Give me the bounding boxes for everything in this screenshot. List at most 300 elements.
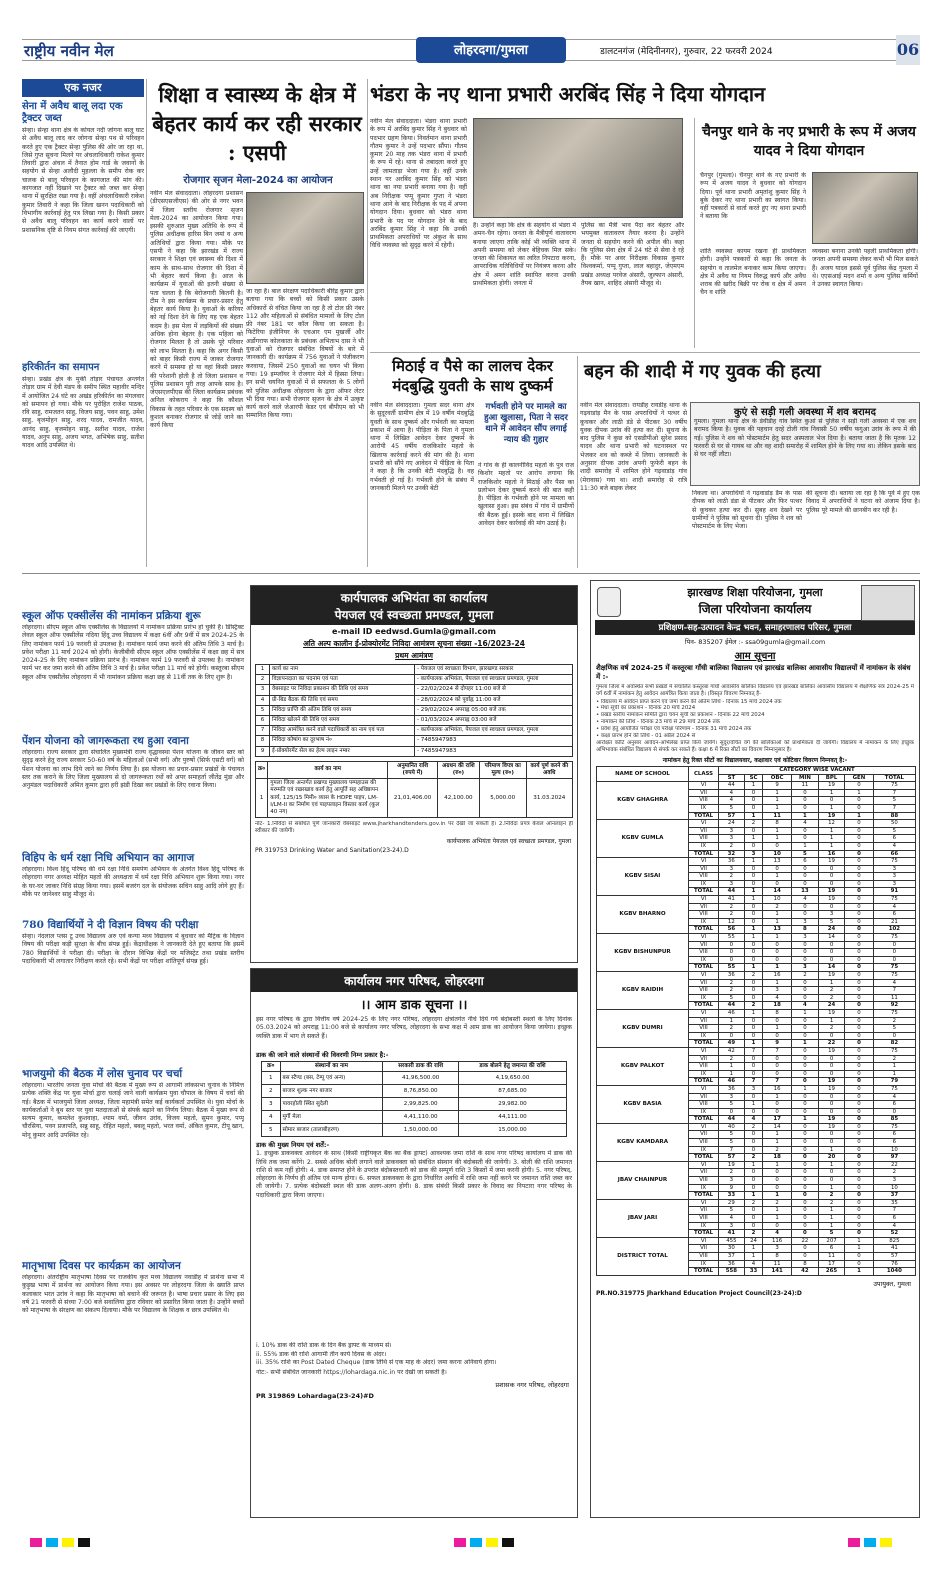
tender-detail-row <box>256 716 573 726</box>
kgbv-cell: 0 <box>845 956 874 964</box>
kgbv-cell: 4 <box>873 1222 915 1230</box>
kgbv-cell: 36 <box>719 1085 745 1093</box>
kgbv-cell: 0 <box>744 994 763 1002</box>
kgbv-cell: TOTAL <box>689 888 719 896</box>
kgbv-cell: 0 <box>791 956 818 964</box>
kgbv-cell: IX <box>689 1184 719 1192</box>
tender-email: e-mail ID eedwsd.Gumla@gmail.com <box>332 627 496 636</box>
kgbv-cell: 17 <box>818 1260 844 1268</box>
kgbv-cell: 0 <box>763 941 792 949</box>
kgbv-cell: 0 <box>845 1199 874 1207</box>
kgbv-cell: 0 <box>791 1025 818 1033</box>
kgbv-cell: 0 <box>791 1078 818 1086</box>
kgbv-cell: 0 <box>845 979 874 987</box>
kgbv-cell: VI <box>689 1199 719 1207</box>
kgbv-cell: 0 <box>845 880 874 888</box>
kgbv-cell: 11 <box>873 994 915 1002</box>
vihip-body: लोहरदगा। विश्व हिंदू परिषद की धर्म रक्षा निधि समर्पण अभियान के अंतर्गत विश्व हिंदू परिषद के लोहरदगा नगर अध्यक्ष मोहित महतो की अध्यक्षता में धर्म रक्षा निधि अभियान शुरू किया गया। नगर के घर-घर जाकर निधि संग्रह किया गया। इसमें बजरंग दल के संयोजक सचिन साहु आदि लोगे हुए हैं। मौके पर जानेश्वर साहु मौजूद थे। <box>22 866 244 898</box>
bjym-body: लोहरदगा। भारतीय जनता युवा मोर्चा की बैठक में मुख्य रूप से आगामी लोकसभा चुनाव के निमित्त प्रत्येक शक्ति केंद्र पर युवा मोर्चा द्वारा चलाई जाने वाली कार्यक्रम युवा चौपाल के विषय में चर्चा की गई। बैठक में भाजयुमो जिला अध्यक्ष, जिला महामंत्री समेत कई कार्यकर्ता उपस्थित थे। युवा मोर्चा के कार्यकर्ताओं ने बूथ स्तर पर युवा मतदाताओं से संपर्क बढ़ाने का निर्णय लिया। बैठक में मुख्य रूप से सत्यम कुमार, कमलेश कुशवाहा, श्याम वर्मा, जीवन उरांव, विजय महतो, सुमन कुमार, पप्पू चौरसिया, पवन प्रजापति, सन्नु साहू, रोहित महतो, बबलू महतो, भरत वर्मा, अंकित कुमार, टीपू खान, मोनू कुमार आदि उपस्थित रहे। <box>22 1082 244 1139</box>
kgbv-cell: 36 <box>719 858 745 866</box>
kgbv-cell: 0 <box>818 880 844 888</box>
kgbv-cell: 1 <box>719 1017 745 1025</box>
kgbv-cell: 12 <box>818 820 844 828</box>
kgbv-cell: TOTAL <box>689 964 719 972</box>
kgbv-cell: 6 <box>873 1139 915 1147</box>
kgbv-cell: 2 <box>744 972 763 980</box>
tender-detail-cell: ई-प्रोक्योरमेंट सेल का हेल्प लाइन नम्बर <box>270 746 415 756</box>
kgbv-cell: 6 <box>873 1215 915 1223</box>
sp-kicker: रोजगार सृजन मेला-2024 का आयोजन <box>183 175 333 186</box>
kgbv-cell: IX <box>689 918 719 926</box>
kgbv-cell: VI <box>689 1085 719 1093</box>
kgbv-cell: 0 <box>873 1032 915 1040</box>
kgbv-cell: 1 <box>845 812 874 820</box>
tender-detail-cell: - 7485947983 <box>415 736 573 746</box>
kgbv-cell: VI <box>689 1161 719 1169</box>
kgbv-cell: 0 <box>845 1093 874 1101</box>
kgbv-cell: 0 <box>744 1139 763 1147</box>
kgbv-cell: 0 <box>818 1139 844 1147</box>
kgbv-cell: VIII <box>689 949 719 957</box>
kgbv-cell: 1 <box>763 789 792 797</box>
kgbv-cell: 0 <box>763 1055 792 1063</box>
kgbv-vacancy-table <box>596 766 916 1276</box>
dak-cell: बाजार शुल्क नगर बाजार <box>280 1085 383 1098</box>
dak-cell: 87,685.00 <box>459 1085 567 1098</box>
kgbv-cell: 2 <box>744 1199 763 1207</box>
tender-work-cell: गुमला जिला अन्तर्गत प्रखण्ड मुख्यालय पम्पहाउस की मरम्मति एवं रखरखाव कार्य हेतु आपूर्ति सह अधिष्ठापन कार्य, 125/15 मिमी० व्यास के HDPE पाइप, LM-I/LM-II का निर्माण एवं पाइपलाइन विस्तार कार्य (कुल 40 नग) <box>268 779 388 818</box>
kgbv-cell: 7 <box>873 804 915 812</box>
kgbv-cell: 5 <box>719 994 745 1002</box>
hatya-body-col3: की सूचना दी। बताया जा रहा है कि पूर्व में हुए एक विवाद में अपराधियों ने घटना को अंजाम दिया है। पुलिस पूरे मामले की छानबीन कर रही है। <box>806 490 920 514</box>
kgbv-cell: 0 <box>791 987 818 995</box>
kgbv-cell: 1 <box>744 1245 763 1253</box>
kgbv-cell: 0 <box>845 1063 874 1071</box>
kgbv-cell: 2 <box>744 1154 763 1162</box>
pension-headline: पेंशन योजना को जागरूकता रथ हुआ रवाना <box>22 735 189 747</box>
kgbv-date-2: • मेधा सूची का प्रकाशन - दिनांक 20 मार्च 2024 <box>596 705 696 712</box>
kgbv-cell: 0 <box>818 1108 844 1116</box>
kgbv-cell: 36 <box>719 972 745 980</box>
tender-work-table <box>255 761 573 818</box>
kgbv-cell: 0 <box>845 1040 874 1048</box>
kgbv-cell: VI <box>689 782 719 790</box>
kgbv-cell: 0 <box>744 918 763 926</box>
kgbv-cell: 0 <box>744 1215 763 1223</box>
kgbv-cell: 0 <box>818 941 844 949</box>
swatch <box>78 1538 90 1547</box>
kgbv-cell: 0 <box>845 896 874 904</box>
kgbv-cell: 6 <box>873 1131 915 1139</box>
kgbv-cell: 14 <box>818 934 844 942</box>
print-color-bar <box>30 1532 910 1546</box>
kgbv-cell: 2 <box>719 903 745 911</box>
kgbv-cell: 4 <box>744 1260 763 1268</box>
kgbv-cell: 19 <box>818 1009 844 1017</box>
kgbv-row <box>597 1237 916 1245</box>
tender-th-cell: क्र० <box>256 761 268 778</box>
dak-cell: 4,19,650.00 <box>459 1072 567 1085</box>
tender-detail-row <box>256 685 573 695</box>
kgbv-cell: 5 <box>791 850 818 858</box>
kgbv-cell: 16 <box>763 972 792 980</box>
kgbv-cell: TOTAL <box>689 1230 719 1238</box>
swatch <box>486 1538 498 1547</box>
kgbv-dates <box>596 699 914 740</box>
kgbv-cell: 79 <box>873 1078 915 1086</box>
kgbv-cell: 4 <box>873 1093 915 1101</box>
kgbv-cell: 0 <box>818 1101 844 1109</box>
kgbv-cell: 265 <box>818 1268 844 1276</box>
kgbv-cell: 0 <box>818 949 844 957</box>
kgbv-cell: 0 <box>845 1017 874 1025</box>
tender-detail-cell: 7 <box>256 726 270 736</box>
kgbv-cell: VII <box>689 1169 719 1177</box>
kgbv-cell: 1 <box>763 804 792 812</box>
kgbv-cell: IX <box>689 804 719 812</box>
kgbv-cell: 75 <box>873 896 915 904</box>
kgbv-cell: 1040 <box>873 1268 915 1276</box>
kgbv-cell: 91 <box>873 888 915 896</box>
kgbv-cell: 0 <box>744 1184 763 1192</box>
kgbv-cell: 13 <box>763 926 792 934</box>
kgbv-cell: 75 <box>873 964 915 972</box>
kgbv-cell: 75 <box>873 934 915 942</box>
kgbv-cell: VIII <box>689 1252 719 1260</box>
kgbv-cell: 24 <box>719 820 745 828</box>
sidebar-s1-body: सेन्हा। सेन्हा थाना क्षेत्र के कोयल नदी जोगना बालू घाट से अवैध बालू लाद कर जोगना सेन्हा पथ से परिवहन करते हुए एक ट्रैक्टर सेन्हा पुलिस की ओर जा रहा था, जिसे गुप्त सूचना मिलने पर अंचलाधिकारी राकेश कुमार तिवारी द्वारा अंचल में तैनात होम गार्ड के जवानों के सहयोग से सेन्हा अलौदी मुहल्ला के समीप रोक कर चालक से बालू परिवहन के कागजात की मांग की। कागजात नहीं दिखाने पर ट्रैक्टर को जब्त कर सेन्हा थाना में सुरक्षित रखा गया है। वहीं अंचलाधिकारी राकेश कुमार तिवारी ने कहा कि जिला खनन पदाधिकारी को विभागीय कार्रवाई हेतु पत्र लिखा गया है। किसी प्रकार से अवैध बालू परिवहन का कार्य करने वालों पर प्रशासनिक दृष्टि से नियम संगत कार्रवाई की जाएगी। <box>22 127 144 234</box>
kgbv-cell: 19 <box>818 1116 844 1124</box>
kgbv-cell: 44 <box>719 1116 745 1124</box>
divider-v3 <box>577 356 578 568</box>
kgbv-cell: 0 <box>744 1146 763 1154</box>
kgbv-cell: 0 <box>744 865 763 873</box>
kgbv-cell: 2 <box>818 1192 844 1200</box>
kgbv-cell: 0 <box>845 1192 874 1200</box>
kgbv-cell: 19 <box>818 1085 844 1093</box>
kgbv-cell: 17 <box>763 1116 792 1124</box>
kgbv-school-name: JBAV CHAINPUR <box>597 1161 689 1199</box>
kgbv-cell: 1 <box>763 911 792 919</box>
kgbv-cell: VIII <box>689 797 719 805</box>
kgbv-cell: 0 <box>791 911 818 919</box>
kgbv-cell: 7 <box>744 1078 763 1086</box>
kgbv-cell: 0 <box>818 1093 844 1101</box>
dushkarm-body-col2: ने गांव के ही कालनीविंद महतो के पुत्र राज किशोर महतो पर आरोप लगाया कि राजकिशोर महतो ने मिठाई और पैसा का प्रलोभन देकर दुष्कर्म करने की बात कही है। पीड़िता के गर्भवती होने पर मामला का खुलासा हुआ। इस संबंध में गांव में ग्रामीणों की बैठक हुई। इसके बाद थाना में लिखित आवेदन देकर कार्रवाई की मांग उठाई है। <box>478 462 574 528</box>
kgbv-cell: TOTAL <box>689 812 719 820</box>
tender-detail-cell: - 01/03/2024 अपराह्न 03:00 बजे <box>415 716 573 726</box>
kgbv-cell: 0 <box>791 949 818 957</box>
dak-row <box>262 1085 567 1098</box>
kgbv-cell: 0 <box>791 979 818 987</box>
kgbv-cell: 19 <box>818 896 844 904</box>
kgbv-cell: 8 <box>763 1009 792 1017</box>
kgbv-cell: 0 <box>719 941 745 949</box>
kgbv-cell: 33 <box>719 1192 745 1200</box>
kgbv-cell: VII <box>689 1245 719 1253</box>
kgbv-cell: 10 <box>763 850 792 858</box>
kgbv-cell: 0 <box>818 865 844 873</box>
kgbv-cell: 0 <box>845 1230 874 1238</box>
kgbv-row <box>597 934 916 942</box>
kgbv-cell: IX <box>689 1070 719 1078</box>
tender-detail-cell: - 28/02/2024 को पूर्वाह्न 11:00 बजे <box>415 695 573 705</box>
kgbv-cell: 22 <box>818 1040 844 1048</box>
dak-cell: 3 <box>262 1098 281 1111</box>
kgbv-cell: 0 <box>763 1177 792 1185</box>
kgbv-cell: VIII <box>689 1101 719 1109</box>
kgbv-cell: 0 <box>763 1184 792 1192</box>
dushkarm-sub: गर्भवती होने पर मामले का हुआ खुलासा, पिता ने सदर थाने में आवेदन सौंप लगाई न्याय की गुहार <box>484 402 568 445</box>
kgbv-cell: 1 <box>744 934 763 942</box>
kgbv-cell: 0 <box>791 1161 818 1169</box>
kgbv-cell: 0 <box>791 865 818 873</box>
chainpur-body-col3: शांति व्यवस्था कायम रखना ही प्राथमिकता होगी। उन्होंने पत्रकारों से कहा कि जनता के सहयोग व तालमेल बनाकर काम किया जाएगा। क्षेत्र में अवैध या नियम विरुद्ध कार्य और अवैध शराब की खरीद बिक्री पर रोक व क्षेत्र में अमन चैन व शांति <box>700 248 806 297</box>
kgbv-col-head: ST <box>719 774 745 782</box>
kgbv-cell: 4 <box>873 979 915 987</box>
kgbv-lead: शैक्षणिक वर्ष 2024-25 में कस्तूरबा गाँधी बालिका विद्यालय एवं झारखंड बालिका आवासीय विद्यालयों में नामांकन के संबंध में :- <box>596 664 911 681</box>
kgbv-cell: 8 <box>791 1260 818 1268</box>
kgbv-cell: 1 <box>744 1009 763 1017</box>
kgbv-cell: 0 <box>791 804 818 812</box>
kgbv-cell: 24 <box>818 926 844 934</box>
kgbv-cell: 1 <box>873 1070 915 1078</box>
kgbv-cell: 0 <box>791 797 818 805</box>
bhandra-photo <box>473 118 683 218</box>
swatch <box>454 1538 466 1547</box>
sp-body-col2: जा रहा है। बाल संरक्षण पदाधिकारी बीरेंद्र कुमार द्वारा बताया गया कि बच्चों को किसी प्रकार उसके अधिकारों से वंचित किया जा रहा है तो टोल फ्री नंबर 112 और महिलाओं से संबंधित मामलों के लिए टोल फ्री नंबर 181 पर कॉल किया जा सकता है। फिटेरिया इंजीनियर के एचआर एम मुखर्जी और अर्डोगराफ कोलकाता के प्रबंधक अभिताभ दास ने भी युवाओं को रोजगार संबंधित विषयों के बारे में जानकारी दी। कार्यक्रम में 756 युवाओं ने पंजीकरण करवाया, जिसमें 250 युवाओं का चयन भी किया गया। 19 इम्प्लॉयर ने रोजगार मेले में हिस्सा लिया। इन सभी चयनित युवाओं में से सफलता के 5 लोगों को पुलिस अधीक्षक लोहरदगा के द्वारा ऑफर लेटर भी दिया गया। सभी रोजगार सृजन के क्षेत्र में उत्कृष्ट कार्य करने वाले जेआरपी केडर एवं बीपीएम को भी सम्मानित किया गया। <box>246 288 364 420</box>
dak-th-cell: क्र० <box>262 1062 281 1072</box>
chainpur-photo <box>812 172 918 244</box>
kgbv-cell: 0 <box>791 873 818 881</box>
kgbv-school-name: KGBV GUMLA <box>597 820 689 858</box>
kgbv-cell: 1 <box>763 1139 792 1147</box>
kgbv-cell: 2 <box>763 903 792 911</box>
col-school: NAME OF SCHOOL <box>597 766 689 781</box>
kgbv-cell: IX <box>689 842 719 850</box>
kgbv-cell: 19 <box>818 972 844 980</box>
kgbv-cell: TOTAL <box>689 1040 719 1048</box>
kgbv-body: गुमला जिला में अवस्थित सभी प्रखंडों में संचालित कस्तूरबा गांधी आवासीय बालिका विद्यालय एवं झारखंड बालिका आवासीय विद्यालय में शैक्षणिक सत्र 2024-25 में वर्ग 6वीं में नामांकन हेतु आवेदन आमंत्रित किया जाता है। (विस्तृत विवरण निम्नवत् है- <box>596 684 914 697</box>
kgbv-cell: VII <box>689 1131 719 1139</box>
kgbv-cell: 1 <box>791 812 818 820</box>
kgbv-cell: 0 <box>791 1123 818 1131</box>
kgbv-cell: IX <box>689 1260 719 1268</box>
divider-h1 <box>370 352 920 353</box>
kgbv-cell: 4 <box>719 1215 745 1223</box>
tender-detail-row <box>256 746 573 756</box>
dak-cell: 5 <box>262 1124 281 1137</box>
kgbv-cell: 5 <box>719 1207 745 1215</box>
kgbv-cell: 2 <box>791 972 818 980</box>
kgbv-cell: 6 <box>791 858 818 866</box>
kgbv-cell: 2 <box>719 1055 745 1063</box>
bhandra-body-col3: पुलिस का मैत्री भाव पैदा कर बेहतर और भयमुक्त वातावरण तैयार करना है। उन्होंने जनता से सहयोग करने की अपील की। कहा कि पुलिस सेवा क्षेत्र में 24 घंटे से सेवा दे रहे हैं। मौके पर अवर निरीक्षक विकास कुमार विश्वकर्मा, पप्पू गुप्ता, लाल बहादुर, जेएमएम प्रखंड अध्यक्ष परवेज अंसारी, जुल्फान अंसारी, तैयब खान, शाहिद अंसारी मौजूद थे। <box>581 222 684 288</box>
kgbv-cell: 55 <box>719 964 745 972</box>
kgbv-cell: 0 <box>791 1093 818 1101</box>
kgbv-cell: 0 <box>791 1063 818 1071</box>
tender-detail-cell: 8 <box>256 736 270 746</box>
kgbv-cell: 75 <box>873 858 915 866</box>
kgbv-cell: 0 <box>791 1101 818 1109</box>
kgbv-cell: 0 <box>873 949 915 957</box>
tender-detail-row <box>256 665 573 675</box>
dak-sign: प्रशासक नगर परिषद, लोहरदगा <box>495 1381 569 1390</box>
kgbv-cell: 37 <box>873 1192 915 1200</box>
kgbv-cell: 0 <box>791 880 818 888</box>
school-body: लोहरदगा। सीएम स्कूल ऑफ एक्सीलेंस के विद्यालयों में नामांकन प्रक्रिया प्रारंभ हो चुकी है। डिस्ट्रिक्ट लेवल स्कूल ऑफ एक्सीलेंस नदिया हिंदू उच्च विद्यालय में कक्षा 6वीं और 9वीं में सत्र 2024-25 के लिए नामांकन फार्म 19 फरवरी से उपलब्ध है। नामांकन फार्म जमा करने की अंतिम तिथि 3 मार्च है। प्रवेश परीक्षा 11 मार्च 2024 को होगी। केजीबीवी सीएम स्कूल ऑफ एक्सीलेंस में कक्षा छह में सत्र 2024-25 के लिए नामांकन प्रक्रिया प्रारंभ है। नामांकन फार्म 19 फरवरी से उपलब्ध है। नामांकन फार्म भर कर जमा करने की अंतिम तिथि 3 मार्च है। प्रवेश परीक्षा 11 मार्च को होगी। कस्तूरबा सीएम स्कूल ऑफ एक्सीलेंस लोहरदगा में भी नामांकन प्रक्रिया कक्षा छह से 11वीं तक के लिए शुरू है। <box>22 624 244 681</box>
kgbv-cell: 2 <box>719 873 745 881</box>
kgbv-cell: 2 <box>763 1199 792 1207</box>
kgbv-cell: 24 <box>744 1237 763 1245</box>
kgbv-cell: IX <box>689 1222 719 1230</box>
kgbv-cell: 0 <box>763 865 792 873</box>
kgbv-cell: 141 <box>763 1268 792 1276</box>
kgbv-date-3: • प्रखंड स्तरीय नामांकन समिति द्वारा चयन सूची का प्रकाशन - दिनांक 22 मार्च 2024 <box>596 712 765 719</box>
kgbv-cell: 7 <box>719 1146 745 1154</box>
kgbv-cell: 35 <box>873 1199 915 1207</box>
kgbv-cell: 558 <box>719 1268 745 1276</box>
kgbv-cell: 2 <box>818 1025 844 1033</box>
dak-terms-head: डाक की मुख्य नियम एवं शर्तें:- <box>256 1141 330 1150</box>
kgbv-cell: 19 <box>818 812 844 820</box>
dak-pay-list <box>256 1342 572 1367</box>
tender-h1: कार्यपालक अभियंता का कार्यालय <box>340 591 488 605</box>
kgbv-h1: झारखण्ड शिक्षा परियोजना, गुमला <box>687 586 823 599</box>
kgbv-cell: IX <box>689 956 719 964</box>
kgbv-cell: 41 <box>719 1230 745 1238</box>
kgbv-cell: 1 <box>791 1085 818 1093</box>
school-headline: स्कूल ऑफ एक्सीलेंस की नामांकन प्रक्रिया शुरू <box>22 610 201 622</box>
tender-work-cell: 21,01,406.00 <box>388 779 438 818</box>
sidebar-s1-title: सेना में अवैध बालू लदा एक ट्रैक्टर जब्त <box>22 101 123 124</box>
kgbv-cell: 5 <box>719 1101 745 1109</box>
kgbv-cell: 0 <box>744 842 763 850</box>
tender-ad <box>250 585 578 963</box>
kgbv-cell: 0 <box>744 789 763 797</box>
kgbv-cell: TOTAL <box>689 1078 719 1086</box>
kgbv-cell: 0 <box>845 1252 874 1260</box>
kgbv-col-head: OBC <box>763 774 792 782</box>
kgbv-cell: 4 <box>791 896 818 904</box>
tender-detail-cell: - 7485947983 <box>415 746 573 756</box>
tender-th-cell: परिमाण विपत्र का मूल्य (रु०) <box>479 761 526 778</box>
dak-pay-1: i. 10% डाक की राशि डाक के दिन बैंक ड्राफ्ट के माध्यम से। <box>256 1342 392 1350</box>
kgbv-cell: 0 <box>818 1169 844 1177</box>
kgbv-cell: 1 <box>763 1207 792 1215</box>
kgbv-body2: आरक्षित कोटि अनुसार आवेदन-अभिलेख प्राप्त किये जायेंगे। सुदूर/वंचित वर्ग की बालिकाओं को प्राथमिकता दी जायेगी। विद्यालय में नामांकन के लिए इच्छुक अभिभावक संबंधित विद्यालय से संपर्क कर सकते हैं। कक्षा 6 में रिक्त सीटों का विवरण निम्नानुसार है। <box>596 740 914 754</box>
dushkarm-headline: मिठाई व पैसे का लालच देकर मंदबुद्धि युवती के साथ दुष्कर्म <box>392 357 553 395</box>
kgbv-cell: 0 <box>744 797 763 805</box>
kgbv-cell: VI <box>689 1009 719 1017</box>
kgbv-cell: VI <box>689 858 719 866</box>
kgbv-cell: 0 <box>845 1032 874 1040</box>
kgbv-cell: VIII <box>689 987 719 995</box>
kgbv-cell: 75 <box>873 1009 915 1017</box>
kgbv-cell: 3 <box>791 964 818 972</box>
tender-sign: कार्यपालक अभियंता पेयजल एवं स्वच्छता प्रमण्डल, गुमला <box>446 838 571 846</box>
kgbv-cell: 13 <box>791 888 818 896</box>
swatch <box>30 1538 42 1547</box>
kgbv-cell: 56 <box>719 926 745 934</box>
kgbv-cell: 1 <box>818 835 844 843</box>
kgbv-cell: 2 <box>744 1123 763 1131</box>
dak-cell: 41,96,500.00 <box>383 1072 459 1085</box>
bhandra-headline: भंडरा के नए थाना प्रभारी अरबिंद सिंह ने दिया योगदान <box>370 82 766 106</box>
dak-row <box>262 1072 567 1085</box>
kgbv-cell: 1 <box>763 1131 792 1139</box>
kgbv-cell: 4 <box>744 1116 763 1124</box>
kgbv-cell: 1 <box>763 918 792 926</box>
kgbv-cell: 1 <box>719 1063 745 1071</box>
hatya-body-col1: नवीन मेल संवाददाता। रायडीह रायडीह थाना के गढ़वाडांड़ मैन के पास अपराधियों ने पत्थर से कूचकर और लाठी डंडे से पीटकर 30 वर्षीय युवक दीपक उरांव की हत्या कर दी। सूचना के बाद पुलिस ने कुछ को एसडीपीओ सुरेश प्रसाद यादव और थाना प्रभारी को घटनास्थल पर भेजकर शव को कब्जे में लिया। जानकारी के अनुसार दीपक उरांव अपनी फुफेरी बहन के शादी समारोह में शामिल होने गढ़वाडांड़ गांव (मेरावास) गया था। शादी समारोह से रात्रि 11:30 बजे बाइक लेकर <box>580 402 687 492</box>
kgbv-cell: 19 <box>719 1161 745 1169</box>
dak-cell: 8,76,850.00 <box>383 1085 459 1098</box>
kgbv-cell: 16 <box>818 850 844 858</box>
kgbv-cell: 40 <box>719 1123 745 1131</box>
divider-v2 <box>367 79 368 567</box>
kgbv-cell: 0 <box>873 956 915 964</box>
kgbv-cell: 85 <box>873 1116 915 1124</box>
kgbv-cell: VI <box>689 1047 719 1055</box>
kgbv-cell: IX <box>689 994 719 1002</box>
kgbv-cell: 0 <box>845 926 874 934</box>
masthead <box>22 35 920 71</box>
sidebar-s2-title: हरिकीर्तन का समापन <box>22 362 100 373</box>
tender-details-table <box>255 664 573 757</box>
swatch <box>46 1538 58 1547</box>
kgbv-cell: 5 <box>873 797 915 805</box>
kgbv-cell: 9 <box>719 1184 745 1192</box>
kgbv-cell: VII <box>689 789 719 797</box>
hatya-inset-title: कुएं से सड़ी गली अवस्था में शव बरामद <box>734 407 876 418</box>
kgbv-cell: 49 <box>719 1040 745 1048</box>
kgbv-cell: 3 <box>763 1245 792 1253</box>
kgbv-cell: VII <box>689 865 719 873</box>
kgbv-cell: 0 <box>845 1002 874 1010</box>
kgbv-cell: IX <box>689 1032 719 1040</box>
kgbv-cell: 0 <box>845 858 874 866</box>
kgbv-cell: 1 <box>818 979 844 987</box>
kgbv-cell: IX <box>689 880 719 888</box>
kgbv-cell: 30 <box>719 1245 745 1253</box>
kgbv-cell: 1 <box>818 1017 844 1025</box>
kgbv-cell: 0 <box>791 1169 818 1177</box>
kgbv-cell: VII <box>689 1017 719 1025</box>
kgbv-cell: 9 <box>763 782 792 790</box>
kgbv-cell: 0 <box>744 1063 763 1071</box>
kgbv-cell: 11 <box>763 1260 792 1268</box>
kgbv-cell: TOTAL <box>689 1002 719 1010</box>
kgbv-cell: VIII <box>689 1063 719 1071</box>
kgbv-cell: 4 <box>873 842 915 850</box>
kgbv-cell: 1 <box>873 1063 915 1071</box>
kgbv-cell: 6 <box>873 835 915 843</box>
kgbv-cell: VI <box>689 1123 719 1131</box>
kgbv-cell: 0 <box>744 1131 763 1139</box>
kgbv-cell: 0 <box>845 888 874 896</box>
kgbv-cell: 32 <box>719 850 745 858</box>
kgbv-date-4: • नामांकन की तिथि - दिनांक 23 मार्च से 29 मार्च 2024 तक <box>596 718 720 725</box>
kgbv-cell: 75 <box>873 1047 915 1055</box>
kgbv-row <box>597 820 916 828</box>
kgbv-cell: 1 <box>744 835 763 843</box>
kgbv-cell: 0 <box>744 1177 763 1185</box>
kgbv-cell: 0 <box>763 1070 792 1078</box>
kgbv-cell: 1 <box>791 1009 818 1017</box>
kgbv-col-head: SC <box>744 774 763 782</box>
kgbv-cell: 1 <box>791 1040 818 1048</box>
